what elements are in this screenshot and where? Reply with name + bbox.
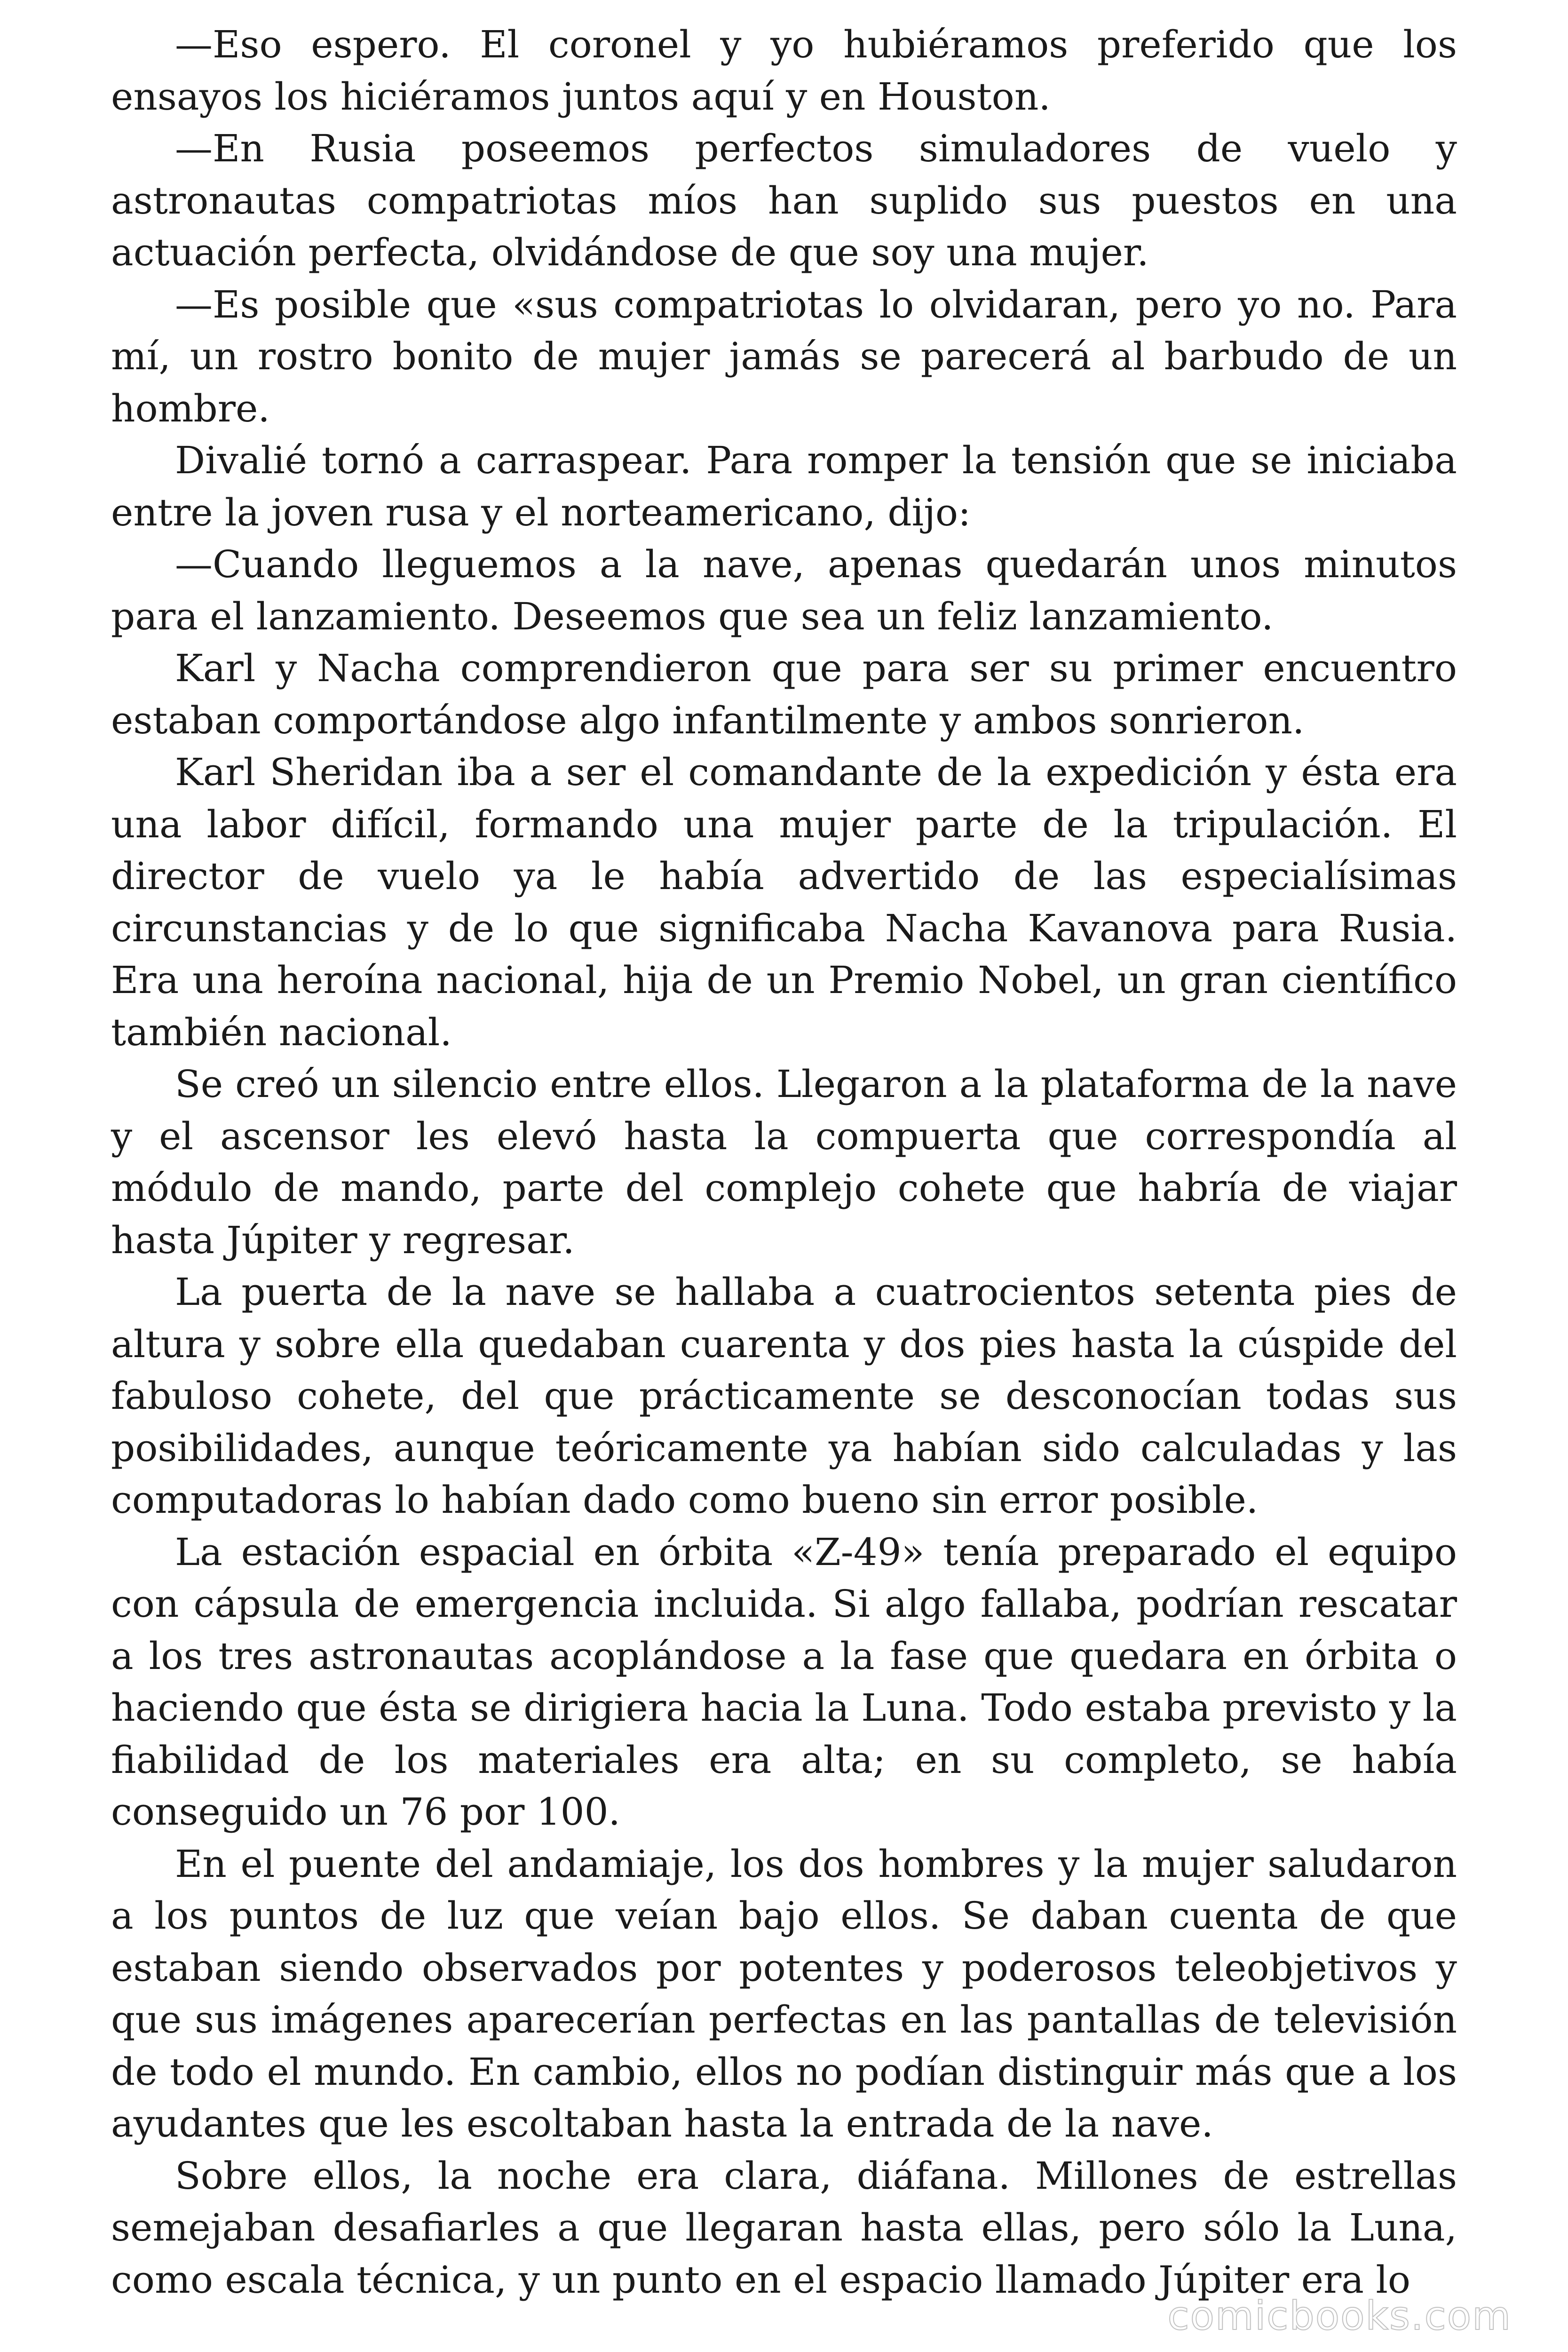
paragraph-10: La estación espacial en órbita «Z-49» tenía preparado el equipo con cápsula de emergencia incluida. Si algo fallaba, podrían rescatar a los tres astronautas acoplándose a la fase que quedara en órbita o haciendo que ésta se dirigiera hacia la Luna. Todo estaba previsto y la fiabilidad de los materiales era alta; en su completo, se había conseguido un 76 por 100. — [111, 1530, 1457, 1834]
paragraph-11: En el puente del andamiaje, los dos hombres y la mujer saludaron a los puntos de luz que veían bajo ellos. Se daban cuenta de que estaban siendo observados por potentes y poderosos teleobjetivos y que sus imágenes aparecerían perfectas en las pantallas de televisión de todo el mundo. En cambio, ellos no podían distinguir más que a los ayudantes que les escoltaban hasta la entrada de la nave. — [111, 1842, 1457, 2145]
paragraph-7: Karl Sheridan iba a ser el comandante de la expedición y ésta era una labor difícil, formando una mujer parte de la tripulación. El director de vuelo ya le había advertido de las especialísimas circunstancias y de lo que significaba Nacha Kavanova para Rusia. Era una heroína nacional, hija de un Premio Nobel, un gran científico también nacional. — [111, 750, 1457, 1054]
paragraph-5: —Cuando lleguemos a la nave, apenas quedarán unos minutos para el lanzamiento. Deseemos que sea un feliz lanzamiento. — [111, 542, 1457, 638]
paragraph-3: —Es posible que «sus compatriotas lo olvidaran, pero yo no. Para mí, un rostro bonito de mujer jamás se parecerá al barbudo de un hombre. — [111, 282, 1457, 430]
watermark: comicbooks.com — [1167, 2293, 1512, 2339]
paragraph-6: Karl y Nacha comprendieron que para ser su primer encuentro estaban comportándose algo infantilmente y ambos sonrieron. — [111, 646, 1457, 742]
book-page — [111, 19, 1457, 2306]
paragraph-4: Divalié tornó a carraspear. Para romper la tensión que se iniciaba entre la joven rusa y el norteamericano, dijo: — [111, 438, 1457, 534]
paragraph-9: La puerta de la nave se hallaba a cuatrocientos setenta pies de altura y sobre ella quedaban cuarenta y dos pies hasta la cúspide del fabuloso cohete, del que prácticamente se desconocían todas sus posibilidades, aunque teóricamente ya habían sido calculadas y las computadoras lo habían dado como bueno sin error posible. — [111, 1270, 1457, 1522]
paragraph-12: Sobre ellos, la noche era clara, diáfana. Millones de estrellas semejaban desafiarles a que llegaran hasta ellas, pero sólo la Luna, como escala técnica, y un punto en el espacio llamado Júpiter era lo — [111, 2153, 1457, 2302]
paragraph-1: —Eso espero. El coronel y yo hubiéramos preferido que los ensayos los hiciéramos juntos aquí y en Houston. — [111, 23, 1457, 119]
paragraph-2: —En Rusia poseemos perfectos simuladores de vuelo y astronautas compatriotas míos han suplido sus puestos en una actuación perfecta, olvidándose de que soy una mujer. — [111, 127, 1457, 274]
paragraph-8: Se creó un silencio entre ellos. Llegaron a la plataforma de la nave y el ascensor les elevó hasta la compuerta que correspondía al módulo de mando, parte del complejo cohete que habría de viajar hasta Júpiter y regresar. — [111, 1062, 1457, 1262]
